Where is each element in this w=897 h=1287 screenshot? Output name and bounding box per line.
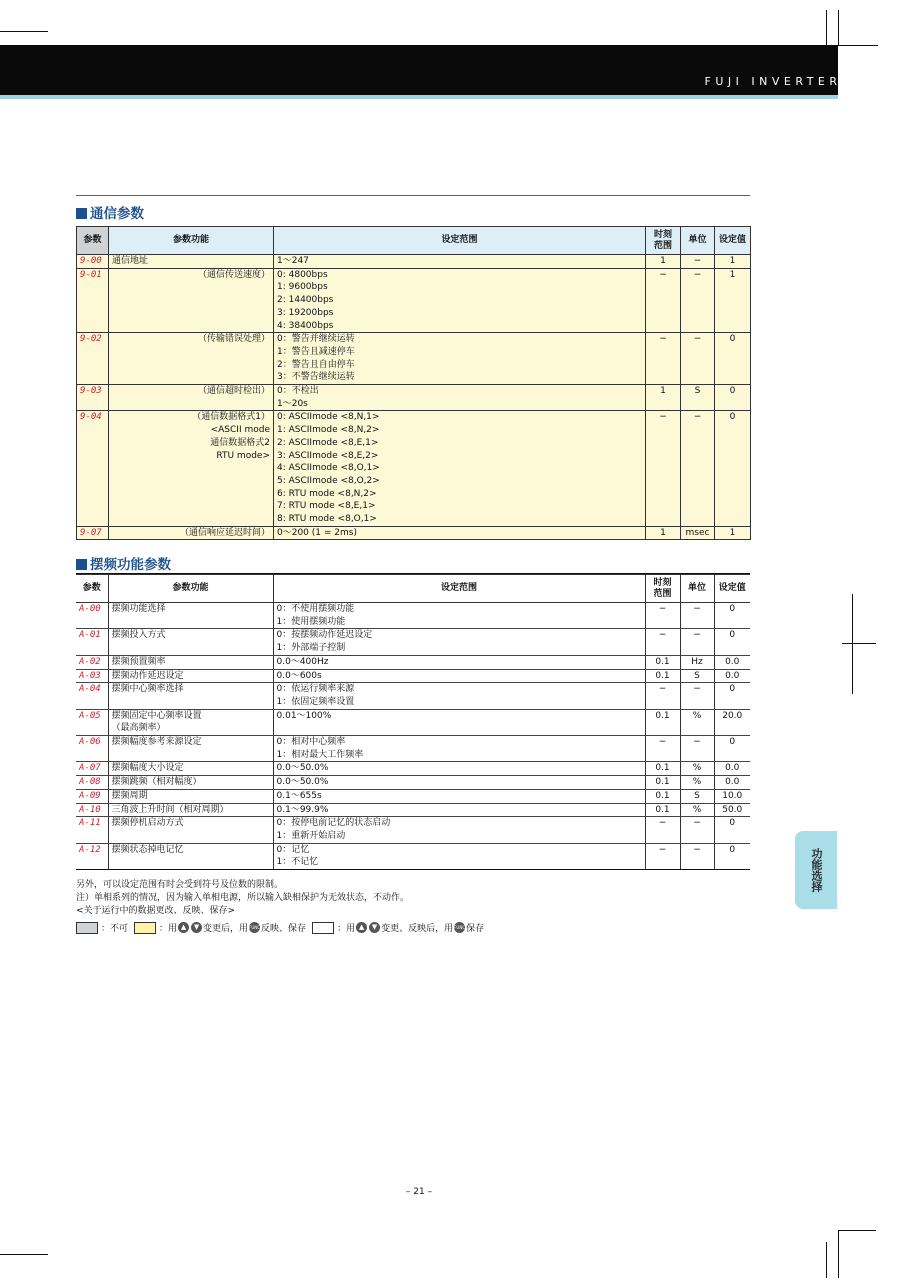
- param-unit: −: [681, 411, 715, 526]
- param-time: −: [646, 333, 681, 385]
- param-code: A-07: [76, 762, 108, 776]
- table-row: [76, 803, 750, 817]
- crop-mark: [838, 1230, 876, 1231]
- param-time: 0.1: [645, 776, 680, 790]
- param-code: A-02: [76, 655, 108, 669]
- crop-mark: [838, 45, 878, 46]
- legend-yellow-3: 反映、保存: [261, 924, 307, 934]
- page-number: – 21 –: [405, 1187, 433, 1197]
- crop-mark: [0, 1254, 48, 1255]
- param-function: 摆频功能选择: [108, 603, 273, 629]
- col-default: 设定值: [715, 227, 751, 255]
- param-unit: −: [680, 736, 714, 762]
- param-function: （通信响应延迟时间）: [109, 526, 274, 540]
- param-code: A-00: [76, 603, 108, 629]
- param-range: 0：不使用摆频功能 1：使用摆频功能: [273, 603, 645, 629]
- param-function: 三角波上升时间（相对周期）: [108, 803, 273, 817]
- col-param: 参数: [77, 227, 109, 255]
- param-time: −: [646, 411, 681, 526]
- col-param: 参数: [76, 575, 108, 603]
- yellow-swatch: [134, 922, 156, 934]
- param-range: 0：相对中心频率 1：相对最大工作频率: [273, 736, 645, 762]
- param-default: 0.0: [714, 776, 750, 790]
- swing-title-text: 摆频功能参数: [90, 557, 171, 573]
- header-stripe: [0, 95, 838, 99]
- param-code: 9-04: [77, 411, 109, 526]
- crop-mark: [852, 594, 853, 694]
- param-time: −: [646, 268, 681, 333]
- param-code: 9-03: [77, 385, 109, 411]
- param-function: 摆频固定中心频率设置 （最高频率）: [108, 709, 273, 735]
- param-unit: −: [681, 268, 715, 333]
- param-range: 0.0～600s: [273, 669, 645, 683]
- param-code: A-01: [76, 629, 108, 655]
- note-line: 注）单相系列的情况，因为输入单相电源，所以输入缺相保护为无效状态，不动作。: [76, 893, 410, 903]
- param-unit: S: [681, 385, 715, 411]
- param-range: 0.0～400Hz: [273, 655, 645, 669]
- col-default: 设定值: [714, 575, 750, 603]
- legend-gray-label: ：不可: [101, 924, 129, 934]
- gray-swatch: [76, 922, 98, 934]
- table-row: [77, 268, 751, 333]
- param-code: A-11: [76, 817, 108, 843]
- col-range: 设定范围: [274, 227, 646, 255]
- param-unit: S: [680, 669, 714, 683]
- param-default: 50.0: [714, 803, 750, 817]
- param-function: （通信传送速度）: [109, 268, 274, 333]
- param-time: 1: [646, 526, 681, 540]
- param-default: 0: [714, 683, 750, 709]
- table-row: [76, 843, 750, 869]
- table-row: [76, 683, 750, 709]
- param-function: 摆频预置频率: [108, 655, 273, 669]
- param-time: 1: [646, 255, 681, 269]
- param-time: −: [645, 843, 680, 869]
- param-unit: Hz: [680, 655, 714, 669]
- col-time: 时刻 范围: [646, 227, 681, 255]
- table-row: [77, 411, 751, 526]
- table-row: [77, 333, 751, 385]
- legend-white-2: 变更、反映后，用: [381, 924, 454, 934]
- white-swatch: [312, 922, 334, 934]
- note-line: 另外，可以设定范围有时会受到符号及位数的限制。: [76, 880, 284, 890]
- param-code: 9-02: [77, 333, 109, 385]
- param-default: 0: [714, 817, 750, 843]
- param-unit: −: [680, 603, 714, 629]
- table-header-row: [76, 575, 750, 603]
- col-func: 参数功能: [108, 575, 273, 603]
- swing-section-title: [76, 553, 171, 573]
- notes: [76, 879, 409, 918]
- param-unit: −: [680, 683, 714, 709]
- table-row: [76, 736, 750, 762]
- table-header-row: [77, 227, 751, 255]
- param-function: 摆频停机启动方式: [108, 817, 273, 843]
- square-bullet-icon: [76, 208, 87, 219]
- legend-yellow-2: 变更后，用: [203, 924, 249, 934]
- param-default: 20.0: [714, 709, 750, 735]
- param-range: 0.1～655s: [273, 789, 645, 803]
- crop-mark: [826, 1242, 827, 1278]
- col-time: 时刻 范围: [645, 575, 680, 603]
- comm-param-table: [76, 226, 751, 540]
- param-default: 0: [715, 385, 751, 411]
- crop-mark: [838, 10, 839, 46]
- crop-mark: [0, 31, 48, 32]
- param-default: 0: [715, 411, 751, 526]
- param-time: −: [645, 603, 680, 629]
- table-row: [76, 629, 750, 655]
- param-function: 摆频周期: [108, 789, 273, 803]
- param-function: 摆频状态掉电记忆: [108, 843, 273, 869]
- param-time: 0.1: [645, 803, 680, 817]
- param-range: 0：依运行频率来源 1：依固定频率设置: [273, 683, 645, 709]
- up-key-icon: ▲: [178, 922, 189, 933]
- param-default: 0.0: [714, 762, 750, 776]
- param-range: 0: ASCIImode <8,N,1> 1: ASCIImode <8,N,2> 2: ASCIImode <8,E,1> 3: ASCIImode <8,E,2> 4: ASCIImode <8,O,1> 5: ASCIImode <8,O,2> 6: RTU mode <8,N,2> 7: RTU mode <8,E,1> 8: RTU mode <8,O,1>: [274, 411, 646, 526]
- col-unit: 单位: [680, 575, 714, 603]
- param-default: 1: [715, 268, 751, 333]
- param-time: 0.1: [645, 669, 680, 683]
- param-time: 0.1: [645, 789, 680, 803]
- param-default: 0: [714, 843, 750, 869]
- param-time: 0.1: [645, 709, 680, 735]
- param-unit: −: [681, 333, 715, 385]
- param-time: −: [645, 736, 680, 762]
- param-time: 0.1: [645, 655, 680, 669]
- param-range: 0～200 (1 = 2ms): [274, 526, 646, 540]
- table-row: [77, 385, 751, 411]
- down-key-icon: ▼: [369, 922, 380, 933]
- param-unit: S: [680, 789, 714, 803]
- crop-mark: [842, 643, 876, 644]
- param-range: 1～247: [274, 255, 646, 269]
- param-time: 0.1: [645, 762, 680, 776]
- square-bullet-icon: [76, 559, 87, 570]
- table-row: [76, 655, 750, 669]
- param-range: 0：记忆 1：不记忆: [273, 843, 645, 869]
- param-time: −: [645, 683, 680, 709]
- table-row: [76, 669, 750, 683]
- legend: [76, 921, 484, 934]
- param-range: 0.0～50.0%: [273, 776, 645, 790]
- param-code: 9-07: [77, 526, 109, 540]
- brand-title: FUJI INVERTERS: [704, 75, 853, 88]
- param-unit: %: [680, 709, 714, 735]
- param-range: 0.1～99.9%: [273, 803, 645, 817]
- param-unit: −: [680, 817, 714, 843]
- param-function: （通信超时检出）: [109, 385, 274, 411]
- down-key-icon: ▼: [191, 922, 202, 933]
- param-unit: −: [681, 255, 715, 269]
- func-key-icon: FUNC: [454, 922, 465, 933]
- param-range: 0: 4800bps 1: 9600bps 2: 14400bps 3: 19200bps 4: 38400bps: [274, 268, 646, 333]
- param-time: −: [645, 629, 680, 655]
- param-unit: msec: [681, 526, 715, 540]
- table-row: [76, 762, 750, 776]
- param-function: （通信数据格式1） <ASCII mode 通信数据格式2 RTU mode>: [109, 411, 274, 526]
- param-code: A-05: [76, 709, 108, 735]
- param-default: 10.0: [714, 789, 750, 803]
- side-tab-function-select[interactable]: 功能选择: [795, 831, 837, 909]
- comm-title-text: 通信参数: [90, 206, 144, 222]
- param-unit: −: [680, 629, 714, 655]
- param-range: 0：按停电前记忆的状态启动 1：重新开始启动: [273, 817, 645, 843]
- param-default: 0: [714, 629, 750, 655]
- param-code: 9-01: [77, 268, 109, 333]
- param-default: 1: [715, 526, 751, 540]
- param-function: 摆频幅度大小设定: [108, 762, 273, 776]
- param-unit: %: [680, 803, 714, 817]
- param-unit: %: [680, 762, 714, 776]
- crop-mark: [838, 1230, 839, 1278]
- col-range: 设定范围: [273, 575, 645, 603]
- param-unit: %: [680, 776, 714, 790]
- param-default: 0: [715, 333, 751, 385]
- table-row: [76, 776, 750, 790]
- param-function: 通信地址: [109, 255, 274, 269]
- table-row: [76, 817, 750, 843]
- param-range: 0.0～50.0%: [273, 762, 645, 776]
- param-default: 0: [714, 736, 750, 762]
- swing-param-table: [76, 574, 750, 870]
- note-line: <关于运行中的数据更改、反映、保存>: [76, 906, 236, 916]
- param-code: A-03: [76, 669, 108, 683]
- table-row: [76, 709, 750, 735]
- param-range: 0.01～100%: [273, 709, 645, 735]
- param-function: 摆频幅度参考来源设定: [108, 736, 273, 762]
- comm-section-title: [76, 202, 144, 222]
- param-function: 摆频投入方式: [108, 629, 273, 655]
- param-code: A-09: [76, 789, 108, 803]
- param-range: 0：警告并继续运转 1：警告且减速停车 2：警告且自由停车 3：不警告继续运转: [274, 333, 646, 385]
- param-code: A-10: [76, 803, 108, 817]
- section-rule: [76, 195, 750, 196]
- legend-white-1: ：用: [337, 924, 356, 934]
- param-range: 0：按摆频动作延迟设定 1：外部端子控制: [273, 629, 645, 655]
- table-row: [77, 255, 751, 269]
- up-key-icon: ▲: [356, 922, 367, 933]
- param-code: 9-00: [77, 255, 109, 269]
- param-default: 1: [715, 255, 751, 269]
- param-function: 摆频跳频（相对幅度）: [108, 776, 273, 790]
- param-function: 摆频中心频率选择: [108, 683, 273, 709]
- col-func: 参数功能: [109, 227, 274, 255]
- param-code: A-06: [76, 736, 108, 762]
- func-key-icon: FUNC: [249, 922, 260, 933]
- col-unit: 单位: [681, 227, 715, 255]
- param-code: A-08: [76, 776, 108, 790]
- param-code: A-04: [76, 683, 108, 709]
- table-row: [76, 603, 750, 629]
- crop-mark: [826, 10, 827, 46]
- param-function: （传输错误处理）: [109, 333, 274, 385]
- legend-yellow-1: ：用: [159, 924, 178, 934]
- param-default: 0.0: [714, 669, 750, 683]
- table-row: [77, 526, 751, 540]
- param-time: 1: [646, 385, 681, 411]
- param-range: 0：不检出 1～20s: [274, 385, 646, 411]
- param-code: A-12: [76, 843, 108, 869]
- param-time: −: [645, 817, 680, 843]
- param-default: 0: [714, 603, 750, 629]
- table-row: [76, 789, 750, 803]
- param-unit: −: [680, 843, 714, 869]
- param-function: 摆频动作延迟设定: [108, 669, 273, 683]
- legend-white-3: 保存: [466, 924, 485, 934]
- param-default: 0.0: [714, 655, 750, 669]
